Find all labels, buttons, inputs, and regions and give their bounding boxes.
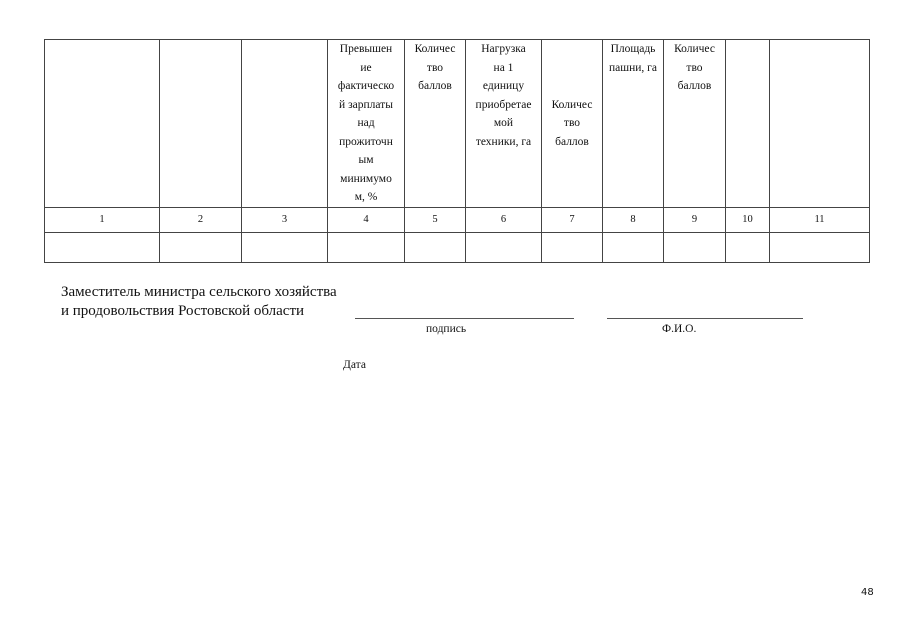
header-cell-9: Количес тво баллов bbox=[664, 40, 726, 208]
header-cell-6: Нагрузка на 1 единицу приобретае мой техники, га bbox=[466, 40, 542, 208]
column-number: 4 bbox=[328, 207, 405, 232]
header-cell-3 bbox=[242, 40, 328, 208]
table-cell bbox=[242, 232, 328, 262]
header-cell-5: Количес тво баллов bbox=[405, 40, 466, 208]
official-position-line2: и продовольствия Ростовской области bbox=[61, 303, 305, 319]
header-cell-4: Превышен ие фактическо й зарплаты над прожиточн ым минимумо м, % bbox=[328, 40, 405, 208]
name-caption: Ф.И.О. bbox=[662, 323, 697, 335]
column-number: 2 bbox=[160, 207, 242, 232]
column-number-row bbox=[45, 207, 870, 232]
column-number: 8 bbox=[603, 207, 664, 232]
column-number: 9 bbox=[664, 207, 726, 232]
table-cell bbox=[45, 232, 160, 262]
table-cell bbox=[160, 232, 242, 262]
header-cell-2 bbox=[160, 40, 242, 208]
date-label: Дата bbox=[343, 359, 366, 371]
header-cell-11 bbox=[770, 40, 870, 208]
official-position-line1: Заместитель министра сельского хозяйства bbox=[61, 284, 337, 300]
table-header-row bbox=[45, 40, 870, 208]
column-number: 3 bbox=[242, 207, 328, 232]
table-cell bbox=[542, 232, 603, 262]
table-cell bbox=[726, 232, 770, 262]
header-cell-1 bbox=[45, 40, 160, 208]
column-number: 10 bbox=[726, 207, 770, 232]
column-number: 7 bbox=[542, 207, 603, 232]
header-cell-10 bbox=[726, 40, 770, 208]
table-row bbox=[45, 232, 870, 262]
table-cell bbox=[603, 232, 664, 262]
column-number: 1 bbox=[45, 207, 160, 232]
header-cell-7: Количес тво баллов bbox=[542, 40, 603, 208]
table-cell bbox=[328, 232, 405, 262]
report-table bbox=[44, 39, 870, 263]
page-number: 48 bbox=[861, 587, 874, 598]
table-cell bbox=[466, 232, 542, 262]
table-cell bbox=[770, 232, 870, 262]
table-cell bbox=[664, 232, 726, 262]
signature-caption: подпись bbox=[426, 323, 467, 335]
column-number: 6 bbox=[466, 207, 542, 232]
column-number: 11 bbox=[770, 207, 870, 232]
name-line bbox=[607, 318, 803, 319]
signature-line bbox=[355, 318, 574, 319]
header-cell-8: Площадь пашни, га bbox=[603, 40, 664, 208]
column-number: 5 bbox=[405, 207, 466, 232]
table-cell bbox=[405, 232, 466, 262]
